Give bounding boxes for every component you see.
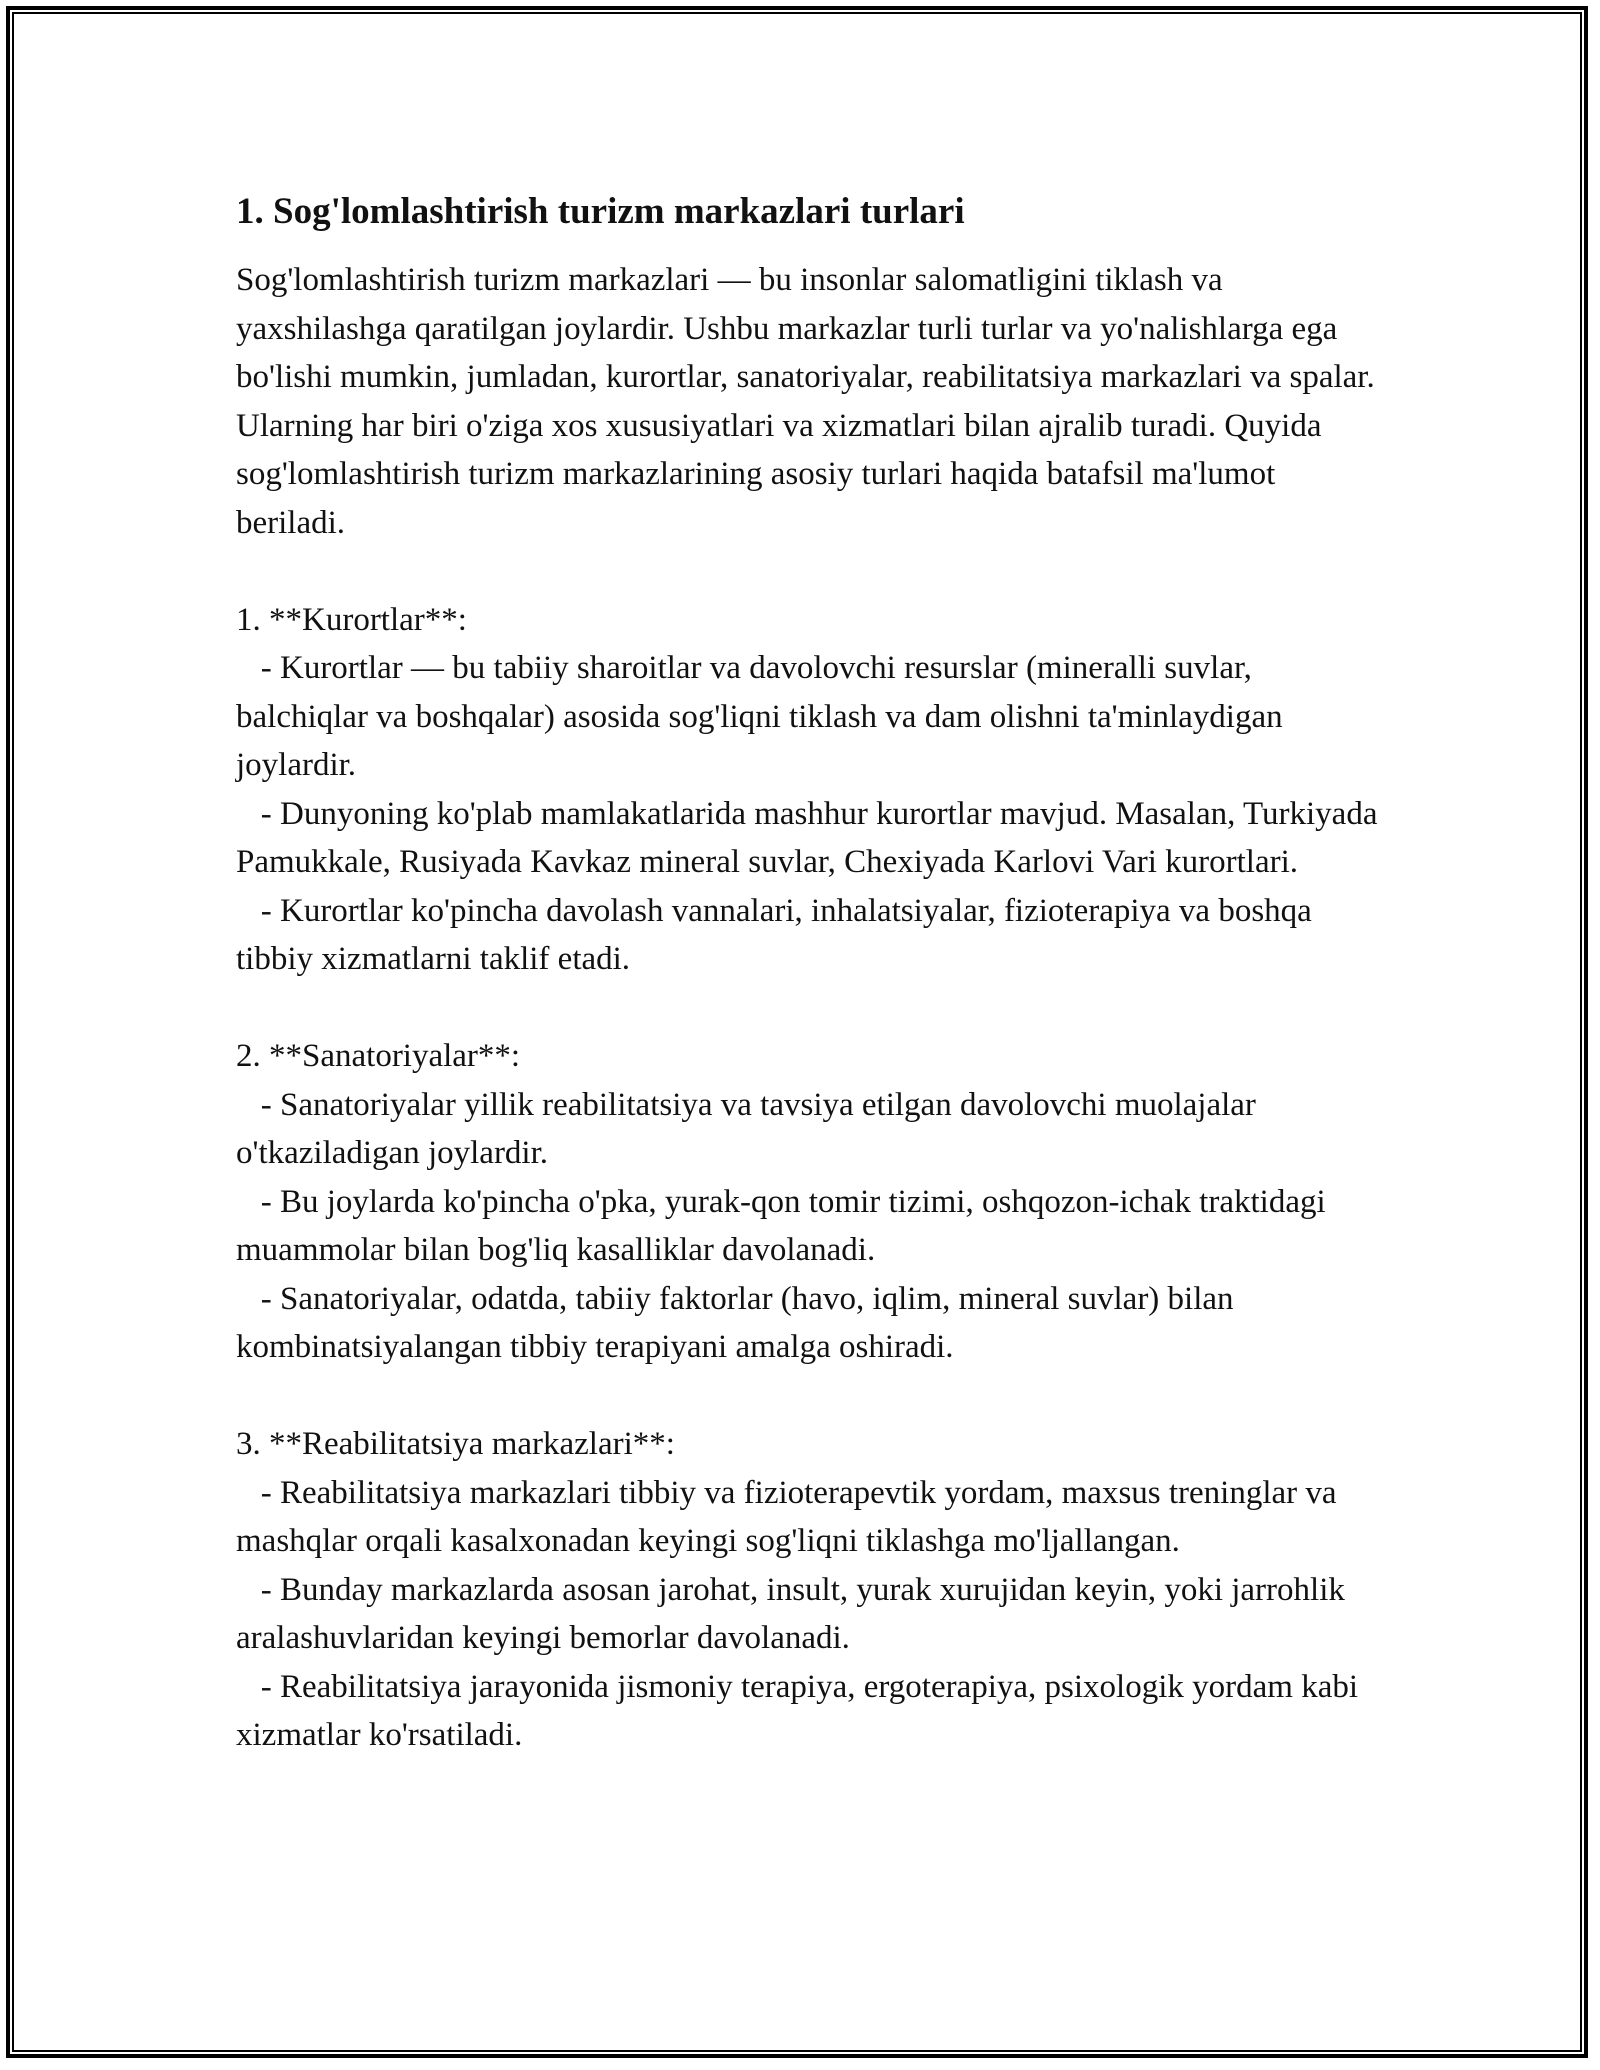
section-kurortlar	[236, 596, 1386, 984]
page-title: 1. Sog'lomlashtirish turizm markazlari turlari	[236, 191, 965, 232]
section-heading: 1. **Kurortlar**:	[236, 601, 467, 638]
section-spacer	[236, 547, 1386, 596]
section-sanatoriyalar	[236, 1032, 1386, 1372]
list-item: - Reabilitatsiya markazlari tibbiy va fizioterapevtik yordam, maxsus treninglar va mashqlar orqali kasalxonadan keyingi sog'liqni tiklashga mo'ljallangan.	[236, 1474, 1345, 1559]
list-item: - Bu joylarda ko'pincha o'pka, yurak-qon tomir tizimi, oshqozon-ichak traktidagi muammolar bilan bog'liq kasalliklar davolanadi.	[236, 1183, 1334, 1268]
section-spacer	[236, 1372, 1386, 1421]
intro-paragraph: Sog'lomlashtirish turizm markazlari — bu insonlar salomatligini tiklash va yaxshilashga qaratilgan joylardir. Ushbu markazlar turli turlar va yo'nalishlarga ega bo'lishi mumkin, jumladan, kurortlar, sanatoriyalar, reabilitatsiya markazlari va spalar. Ularning har biri o'ziga xos xususiyatlari va xizmatlari bilan ajralib turadi. Quyida sog'lomlashtirish turizm markazlarining asosiy turlari haqida batafsil ma'lumot beriladi.	[236, 262, 1383, 541]
section-spacer	[236, 984, 1386, 1033]
list-item: - Sanatoriyalar yillik reabilitatsiya va tavsiya etilgan davolovchi muolajalar o'tkaziladigan joylardir.	[236, 1086, 1265, 1171]
list-item: - Kurortlar — bu tabiiy sharoitlar va davolovchi resurslar (mineralli suvlar, balchiqlar va boshqalar) asosida sog'liqni tiklash va dam olishni ta'minlaydigan joylardir.	[236, 650, 1291, 783]
list-item: - Reabilitatsiya jarayonida jismoniy terapiya, ergoterapiya, psixologik yordam kabi xizmatlar ko'rsatiladi.	[236, 1668, 1367, 1753]
list-item: - Kurortlar ko'pincha davolash vannalari, inhalatsiyalar, fizioterapiya va boshqa tibbiy xizmatlarni taklif etadi.	[236, 892, 1321, 977]
list-item: - Bunday markazlarda asosan jarohat, insult, yurak xurujidan keyin, yoki jarrohlik aralashuvlaridan keyingi bemorlar davolanadi.	[236, 1571, 1354, 1656]
section-heading: 2. **Sanatoriyalar**:	[236, 1038, 521, 1074]
section-reabilitatsiya	[236, 1420, 1386, 1760]
section-heading: 3. **Reabilitatsiya markazlari**:	[236, 1426, 675, 1462]
document-body	[236, 188, 1386, 1760]
list-item: - Dunyoning ko'plab mamlakatlarida mashhur kurortlar mavjud. Masalan, Turkiyada Pamukkale, Rusiyada Kavkaz mineral suvlar, Chexiyada Karlovi Vari kurortlari.	[236, 795, 1386, 880]
list-item: - Sanatoriyalar, odatda, tabiiy faktorlar (havo, iqlim, mineral suvlar) bilan kombinatsiyalangan tibbiy terapiyani amalga oshiradi.	[236, 1280, 1242, 1365]
